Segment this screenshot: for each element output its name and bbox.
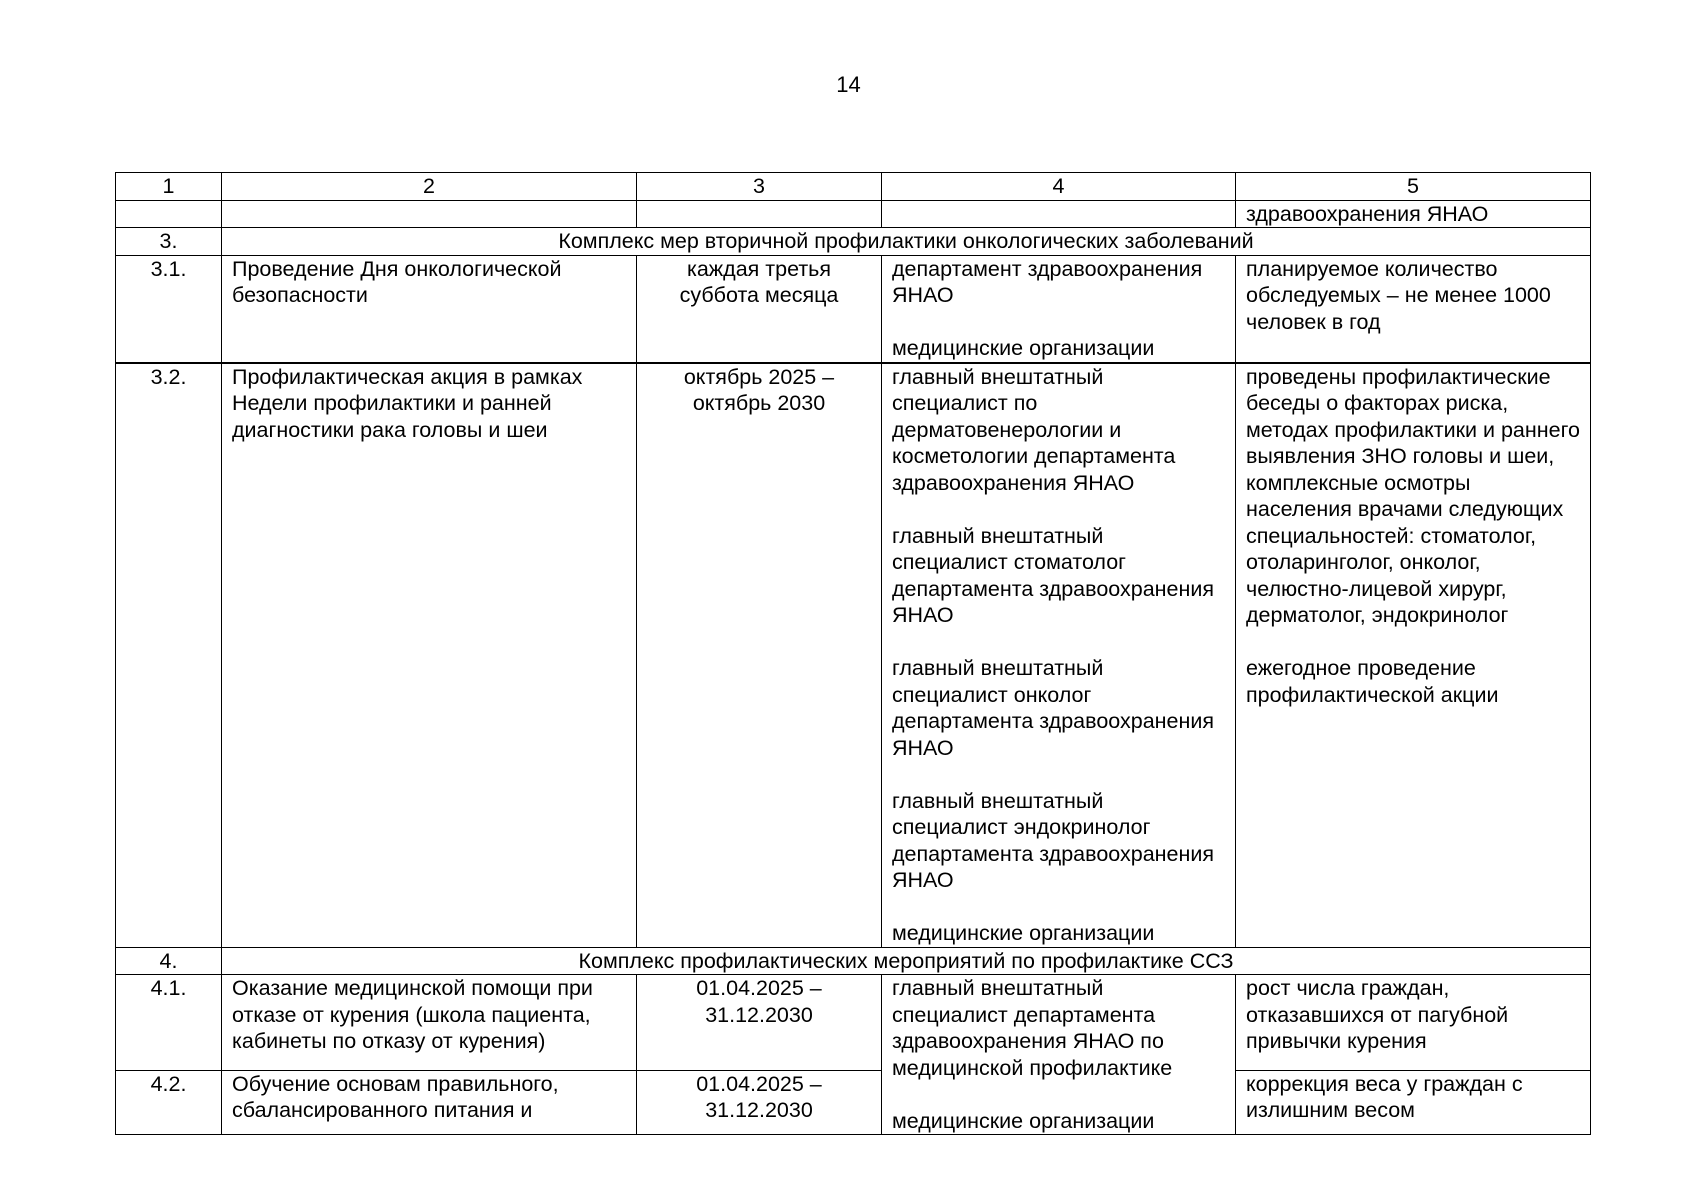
executor-item: главный внештатный специалист эндокринолог департамента здравоохранения ЯНАО [892,788,1215,892]
cell-measure: Оказание медицинской помощи при отказе от курения (школа пациента, кабинеты по отказу от курения) [222,975,637,1071]
executor-item: главный внештатный специалист онколог департамента здравоохранения ЯНАО [892,656,1215,760]
cell-result: здравоохранения ЯНАО [1236,200,1591,228]
executor-item: медицинские организации [892,1108,1155,1133]
cell-executor [882,363,1236,948]
cell-measure: Проведение Дня онкологической безопасности [222,255,637,363]
header-col-2: 2 [222,173,637,201]
section-title: Комплекс мер вторичной профилактики онкологических заболеваний [222,228,1591,256]
section-row-4 [116,947,1591,975]
result-item: проведены профилактические беседы о факторах риска, методах профилактики и раннего выявления ЗНО головы и шеи, комплексные осмотры населения врачами следующих специальностей: стоматолог, отоларинголог, онколог, челюстно-лицевой хирург, дерматолог, эндокринолог [1246,364,1580,627]
row-number: 4.1. [116,975,222,1071]
cell-executor [882,255,1236,363]
cell-term: 01.04.2025 – 31.12.2030 [637,1070,882,1134]
table-row-continuation [116,200,1591,228]
executor-item: главный внештатный специалист стоматолог департамента здравоохранения ЯНАО [892,523,1215,627]
header-col-5: 5 [1236,173,1591,201]
executor-item: департамент здравоохранения ЯНАО [892,256,1203,307]
measures-table [115,172,1591,1135]
cell-term: октябрь 2025 – октябрь 2030 [637,363,882,948]
header-row [116,173,1591,201]
executor-item: медицинские организации [892,921,1155,945]
cell-term: каждая третья суббота месяца [637,255,882,363]
row-number: 4.2. [116,1070,222,1134]
section-row-3 [116,228,1591,256]
header-col-1: 1 [116,173,222,201]
executor-item: главный внештатный специалист департамента здравоохранения ЯНАО по медицинской профилактике [892,976,1173,1080]
cell-measure: Профилактическая акция в рамках Недели профилактики и ранней диагностики рака головы и шеи [222,363,637,948]
section-number: 3. [116,228,222,256]
header-col-3: 3 [637,173,882,201]
cell-measure: Обучение основам правильного, сбалансированного питания и [222,1070,637,1134]
cell-result: рост числа граждан, отказавшихся от пагубной привычки курения [1236,975,1591,1071]
cell-result [1236,363,1591,948]
header-col-4: 4 [882,173,1236,201]
page-number: 14 [836,72,861,97]
table-row-3-2 [116,363,1591,948]
executor-item: главный внештатный специалист по дерматовенерологии и косметологии департамента здравоохранения ЯНАО [892,364,1176,495]
result-item: ежегодное проведение профилактической акции [1246,656,1499,707]
row-number: 3.1. [116,255,222,363]
cell-executor [882,975,1236,1135]
cell-term: 01.04.2025 – 31.12.2030 [637,975,882,1071]
executor-item: медицинские организации [892,336,1155,360]
section-title: Комплекс профилактических мероприятий по профилактике ССЗ [222,947,1591,975]
row-number: 3.2. [116,363,222,948]
table-row-4-2 [116,1070,1591,1134]
cell-result: планируемое количество обследуемых – не менее 1000 человек в год [1236,255,1591,363]
section-number: 4. [116,947,222,975]
table-row-3-1 [116,255,1591,363]
table-row-4-1 [116,975,1591,1071]
cell-result: коррекция веса у граждан с излишним весом [1236,1070,1591,1134]
